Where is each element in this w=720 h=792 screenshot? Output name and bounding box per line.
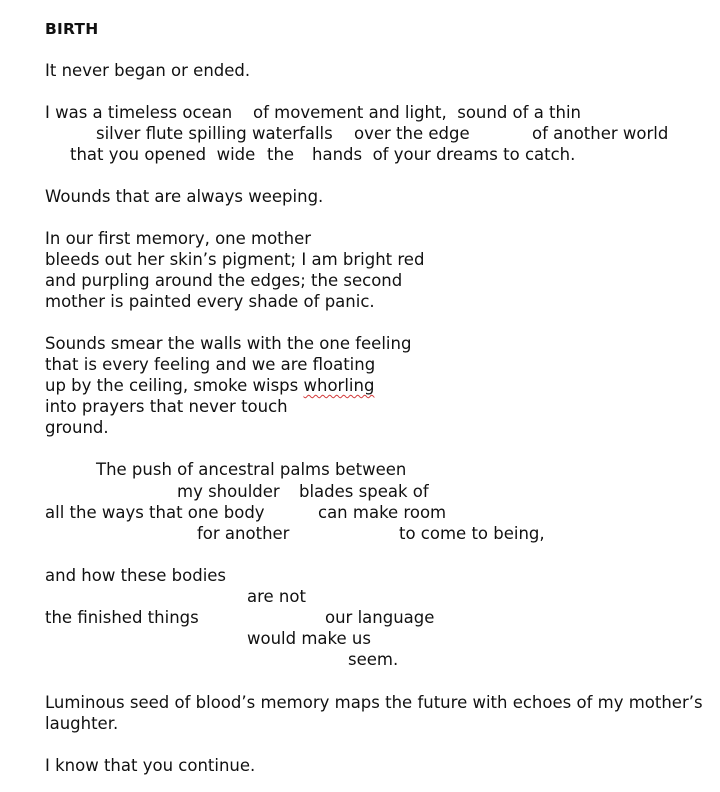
poem-line: Luminous seed of blood’s memory maps the future with echoes of my mother’s bbox=[45, 693, 703, 712]
poem-line: ground. bbox=[45, 418, 109, 437]
poem-line: and purpling around the edges; the second bbox=[45, 271, 403, 290]
poem-line: over the edge bbox=[354, 124, 470, 143]
poem-line: In our first memory, one mother bbox=[45, 229, 312, 248]
poem-line: our language bbox=[325, 608, 435, 627]
poem-line: silver flute spilling waterfalls bbox=[96, 124, 333, 143]
poem-line: that you opened wide bbox=[70, 145, 256, 164]
poem-line: I know that you continue. bbox=[45, 756, 256, 775]
poem-line: bleeds out her skin’s pigment; I am bright red bbox=[45, 250, 425, 269]
poem-line: that is every feeling and we are floating bbox=[45, 355, 376, 374]
poem-line: my shoulder bbox=[177, 482, 280, 501]
poem-line: It never began or ended. bbox=[45, 61, 251, 80]
poem-line: the bbox=[267, 145, 295, 164]
poem-line: to come to being, bbox=[399, 524, 545, 543]
poem-line: blades speak of bbox=[299, 482, 429, 501]
spellcheck-flagged-word[interactable]: whorling bbox=[303, 376, 375, 395]
poem-line-text: up by the ceiling, smoke wisps bbox=[45, 376, 304, 395]
poem-line: can make room bbox=[318, 503, 447, 522]
poem-line: would make us bbox=[247, 629, 371, 648]
poem-line: of movement and light, sound of a thin bbox=[253, 103, 582, 122]
poem-line: into prayers that never touch bbox=[45, 397, 288, 416]
poem-line bbox=[45, 376, 374, 396]
poem-line: Wounds that are always weeping. bbox=[45, 187, 324, 206]
poem-line: I was a timeless ocean bbox=[45, 103, 233, 122]
poem-line: all the ways that one body bbox=[45, 503, 265, 522]
poem-title: BIRTH bbox=[45, 20, 99, 38]
poem-line: mother is painted every shade of panic. bbox=[45, 292, 375, 311]
poem-line: seem. bbox=[348, 650, 399, 669]
poem-line: The push of ancestral palms between bbox=[96, 460, 407, 479]
poem-line: laughter. bbox=[45, 714, 119, 733]
poem-line: of another world bbox=[532, 124, 669, 143]
poem-line: the finished things bbox=[45, 608, 199, 627]
poem-line: for another bbox=[197, 524, 290, 543]
poem-line: hands of your dreams to catch. bbox=[312, 145, 576, 164]
poem-line: and how these bodies bbox=[45, 566, 227, 585]
poem-line: Sounds smear the walls with the one feeling bbox=[45, 334, 412, 353]
poem-line: are not bbox=[247, 587, 306, 606]
